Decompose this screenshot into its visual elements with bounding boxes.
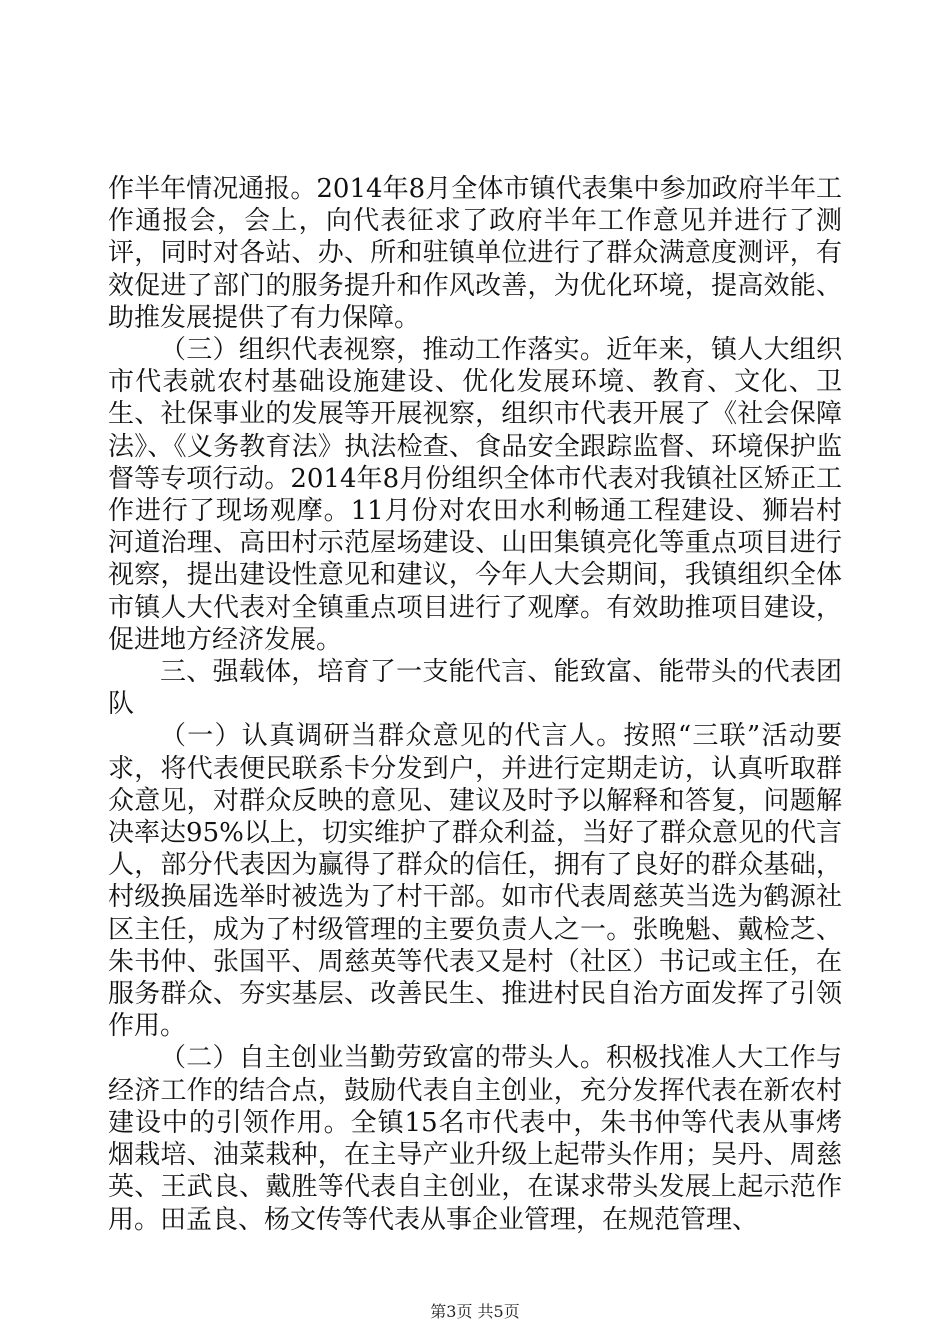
section-heading-3: 三、强载体，培育了一支能代言、能致富、能带头的代表团队	[108, 657, 842, 720]
paragraph-section-3-inspection: （三）组织代表视察，推动工作落实。近年来，镇人大组织市代表就农村基础设施建设、优化发展环境、教育、文化、卫生、社保事业的发展等开展视察，组织市代表开展了《社会保障法》、《义务教育法》执法检查、食品安全跟踪监督、环境保护监督等专项行动。2014年8月份组织全体市代表对我镇社区矫正工作进行了现场观摩。11月份对农田水利畅通工程建设、狮岩村河道治理、高田村示范屋场建设、山田集镇亮化等重点项目进行视察，提出建设性意见和建议，今年人大会期间，我镇组织全体市镇人大代表对全镇重点项目进行了观摩。有效助推项目建设，促进地方经济发展。	[108, 335, 842, 655]
paragraph-continuation: 作半年情况通报。2014年8月全体市镇代表集中参加政府半年工作通报会，会上，向代表征求了政府半年工作意见并进行了测评，同时对各站、办、所和驻镇单位进行了群众满意度测评，有效促进了部门的服务提升和作风改善，为优化环境，提高效能、助推发展提供了有力保障。	[108, 174, 842, 333]
paragraph-entrepreneurship: （二）自主创业当勤劳致富的带头人。积极找准人大工作与经济工作的结合点，鼓励代表自主创业，充分发挥代表在新农村建设中的引领作用。全镇15名市代表中，朱书仲等代表从事烤烟栽培、油菜栽种，在主导产业升级上起带头作用；吴丹、周慈英、王武良、戴胜等代表自主创业，在谋求带头发展上起示范作用。田孟良、杨文传等代表从事企业管理，在规范管理、	[108, 1043, 842, 1235]
paragraph-spokesperson: （一）认真调研当群众意见的代言人。按照“三联”活动要求，将代表便民联系卡分发到户，并进行定期走访，认真听取群众意见，对群众反映的意见、建议及时予以解释和答复，问题解决率达95%以上，切实维护了群众利益，当好了群众意见的代言人，部分代表因为赢得了群众的信任，拥有了良好的群众基础，村级换届选举时被选为了村干部。如市代表周慈英当选为鹤源社区主任，成为了村级管理的主要负责人之一。张晚魁、戴检芝、朱书仲、张国平、周慈英等代表又是村（社区）书记或主任，在服务群众、夯实基层、改善民生、推进村民自治方面发挥了引领作用。	[108, 721, 842, 1042]
document-body	[108, 173, 842, 1236]
page-number-footer: 第3页 共5页	[430, 1302, 520, 1321]
